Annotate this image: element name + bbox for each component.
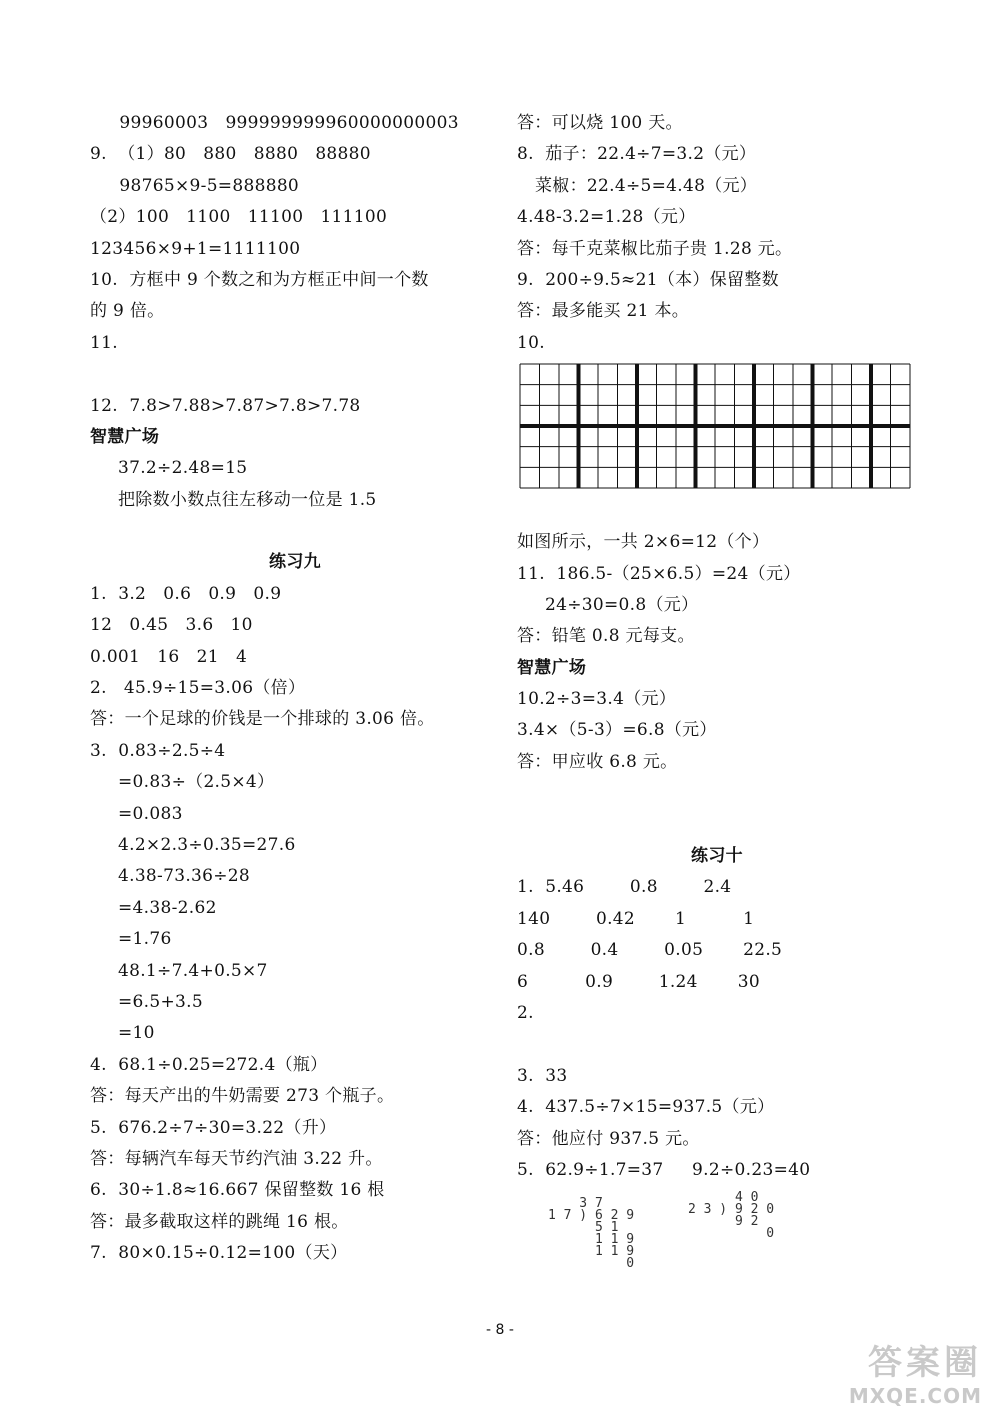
text-line: 5. 676.2÷7÷30=3.22（升） — [90, 1117, 337, 1138]
division-line: 9 2 — [688, 1214, 759, 1229]
division-line: 0 — [688, 1226, 775, 1241]
text-line: （2）100 1100 11100 111100 — [90, 207, 388, 228]
text-line: 9. 200÷9.5≈21（本）保留整数 — [517, 269, 779, 290]
text-line: 练习九 — [269, 552, 321, 573]
division-line: 2 3 ) 9 2 0 — [688, 1202, 775, 1217]
grid-figure-wrap — [517, 359, 917, 527]
text-line: 3.4×（5-3）=6.8（元） — [517, 720, 717, 741]
text-line — [517, 1029, 917, 1060]
watermark-line1: 答案圈 — [868, 1343, 982, 1383]
division-line: 1 1 9 — [548, 1244, 635, 1259]
text-line: 答：每千克菜椒比茄子贵 1.28 元。 — [517, 238, 793, 259]
text-line: 如图所示，一共 2×6=12（个） — [517, 532, 770, 553]
text-line: 98765×9-5=888880 — [108, 175, 300, 196]
page-number: - 8 - — [486, 1322, 514, 1338]
long-division-2 — [688, 1192, 774, 1240]
text-line: 答：每天产出的牛奶需要 273 个瓶子。 — [90, 1086, 395, 1107]
text-line: 99960003 999999999960000000003 — [108, 113, 459, 133]
text-line: 7. 80×0.15÷0.12=100（天） — [90, 1243, 348, 1264]
text-line: 答：铅笔 0.8 元每支。 — [517, 626, 695, 647]
watermark-logo — [849, 1335, 982, 1408]
division-line: 0 — [548, 1256, 635, 1271]
text-line: 8. 茄子：22.4÷7=3.2（元） — [517, 144, 757, 165]
text-line: 12 0.45 3.6 10 — [90, 615, 253, 636]
text-line: 123456×9+1=1111100 — [90, 238, 301, 259]
grid-figure — [519, 363, 911, 489]
text-line: 12. 7.8>7.88>7.87>7.8>7.78 — [90, 395, 361, 416]
text-line: 1. 3.2 0.6 0.9 0.9 — [90, 583, 282, 604]
text-line: 10. 方框中 9 个数之和为方框正中间一个数 — [90, 269, 429, 290]
text-line: 10.2÷3=3.4（元） — [517, 689, 677, 710]
text-line — [517, 810, 917, 841]
text-line: 3. 0.83÷2.5÷4 — [90, 740, 226, 761]
text-line: 智慧广场 — [90, 426, 160, 447]
text-line: 4.2×2.3÷0.35=27.6 — [118, 834, 296, 855]
text-line: 10. — [517, 332, 545, 353]
text-line: 4. 437.5÷7×15=937.5（元） — [517, 1097, 775, 1118]
text-line: 3. 33 — [517, 1065, 568, 1086]
text-line: 菜椒：22.4÷5=4.48（元） — [535, 175, 758, 196]
text-line: 9. （1）80 880 8880 88880 — [90, 144, 371, 165]
text-line: 4.38-73.36÷28 — [118, 866, 251, 887]
text-line: 答：每辆汽车每天节约汽油 3.22 升。 — [90, 1148, 383, 1169]
text-line: =1.76 — [118, 929, 172, 950]
text-line: 4.48-3.2=1.28（元） — [517, 207, 696, 228]
text-line: 4. 68.1÷0.25=272.4（瓶） — [90, 1054, 328, 1075]
division-line: 3 7 — [548, 1196, 603, 1211]
long-division-1 — [548, 1198, 634, 1270]
division-line: 4 0 — [688, 1190, 759, 1205]
text-line: =0.83÷（2.5×4） — [118, 772, 275, 793]
text-line: 1. 5.46 0.8 2.4 — [517, 877, 732, 898]
text-line: 6 0.9 1.24 30 — [517, 971, 760, 992]
text-line: 37.2÷2.48=15 — [118, 458, 248, 479]
text-line: 140 0.42 1 1 — [517, 908, 755, 929]
watermark-line2: MXQE.COM — [848, 1384, 982, 1408]
text-line: =10 — [118, 1023, 155, 1044]
text-line: 答：最多截取这样的跳绳 16 根。 — [90, 1211, 349, 1232]
text-line: 24÷30=0.8（元） — [545, 594, 699, 615]
text-line: 答：最多能买 21 本。 — [517, 301, 690, 322]
text-line: 答：一个足球的价钱是一个排球的 3.06 倍。 — [90, 709, 435, 730]
division-line: 1 1 9 — [548, 1232, 635, 1247]
text-line: 5. 62.9÷1.7=37 9.2÷0.23=40 — [517, 1159, 811, 1180]
text-line: 6. 30÷1.8≈16.667 保留整数 16 根 — [90, 1180, 385, 1201]
text-line: 2. — [517, 1002, 534, 1023]
text-line: =6.5+3.5 — [118, 991, 203, 1012]
text-line: =0.083 — [118, 803, 183, 824]
text-line: 把除数小数点往左移动一位是 1.5 — [118, 489, 377, 510]
text-line: 练习十 — [691, 846, 743, 867]
text-line — [90, 516, 500, 547]
division-line: 1 7 ) 6 2 9 — [548, 1208, 635, 1223]
text-line: 智慧广场 — [517, 657, 587, 678]
text-line: =4.38-2.62 — [118, 897, 217, 918]
text-line: 答：可以烧 100 天。 — [517, 113, 683, 133]
division-line: 5 1 — [548, 1220, 619, 1235]
right-column-bottom — [517, 527, 917, 1186]
text-line: 48.1÷7.4+0.5×7 — [118, 960, 268, 981]
right-column-top — [517, 108, 917, 359]
text-line: 答：甲应收 6.8 元。 — [517, 751, 678, 772]
text-line: 2. 45.9÷15=3.06（倍） — [90, 678, 306, 699]
text-line: 11. — [90, 332, 118, 353]
text-line: 0.8 0.4 0.05 22.5 — [517, 940, 783, 961]
left-column — [90, 108, 500, 1269]
text-line: 11. 186.5-（25×6.5）=24（元） — [517, 563, 801, 584]
text-line: 0.001 16 21 4 — [90, 646, 248, 667]
text-line — [90, 359, 500, 390]
text-line — [517, 778, 917, 809]
right-column — [517, 108, 917, 1186]
text-line: 答：他应付 937.5 元。 — [517, 1128, 700, 1149]
text-line: 的 9 倍。 — [90, 301, 165, 322]
